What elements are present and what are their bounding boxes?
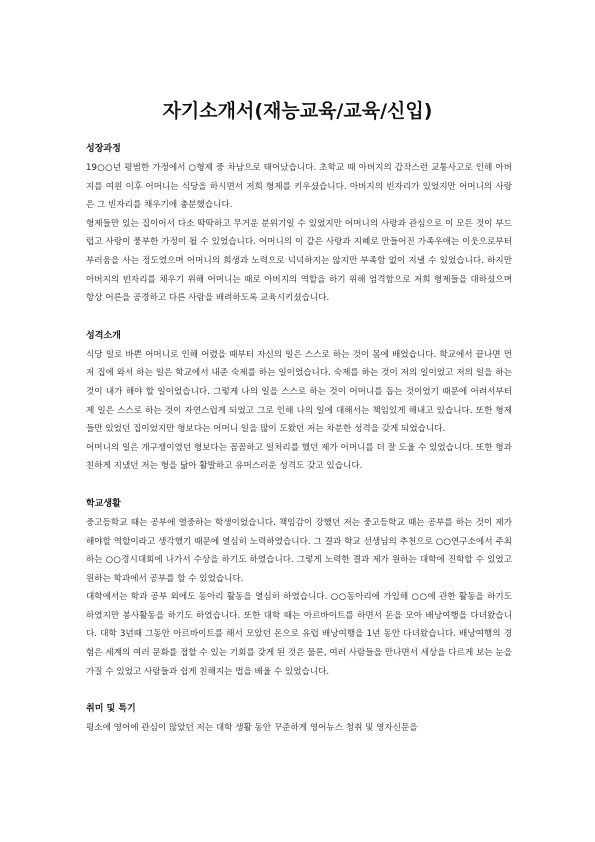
- paragraph: 형제들만 있는 집이어서 다소 딱딱하고 무거운 분위기일 수 있었지만 어머니의 사랑과 관심으로 이 모든 것이 부드럽고 사랑이 풍부한 가정이 될 수 있었습니다. 어머니의 이 같은 사랑과 지혜로 만들어진 가족우애는 이웃으로부터 부러움을 사는 정도였으며 어머니의 희생과 노력으로 넉넉하지는 않지만 부족함 없이 지낼 수 있었습니다. 하지만 아버지의 빈자리를 채우기 위해 어머니는 때로 아버지의 역할을 하기 위해 엄격함으로 저희 형제들을 대하셨으며 항상 어른을 공경하고 다른 사람을 배려하도록 교육시키셨습니다.: [86, 218, 512, 304]
- section-heading: 취미 및 특기: [86, 704, 136, 715]
- paragraph: 중고등학교 때는 공부에 열중하는 학생이었습니다. 책임감이 강했던 저는 중고등학교 때는 공부를 하는 것이 제가 해야할 역할이라고 생각했기 때문에 열심히 노력하였습니다. 그 결과 학교 선생님의 추천으로 ○○연구소에서 주최하는 ○○경시대회에 나가서 수상을 하기도 하였습니다. 그렇게 노력한 결과 제가 원하는 대학에 진학할 수 있었고 원하는 학과에서 공부를 할 수 있었습니다.: [86, 517, 512, 584]
- paragraph: 평소에 영어에 관심이 많았던 저는 대학 생활 동안 꾸준하게 영어뉴스 청취 및 영자신문을: [86, 723, 418, 734]
- paragraph: 어머니의 일은 개구쟁이였던 형보다는 꼼꼼하고 일처리를 했던 제가 어머니를 더 잘 도울 수 있었습니다. 또한 형과 친하게 지냈던 저는 형을 닮아 활발하고 유머스러운 성격도 갖고 있습니다.: [86, 442, 512, 472]
- document-body: [86, 140, 512, 757]
- paragraph: 대학에서는 학과 공부 외에도 동아리 활동을 열심히 하였습니다. ○○동아리에 가입해 ○○에 관한 활동을 하기도 하였지만 봉사활동을 하기도 하였습니다. 또한 대학 때는 아르바이트를 하면서 돈을 모아 배낭여행을 다녀왔습니다. 대학 3년때 그동안 아르바이트를 해서 모았던 돈으로 유럽 배낭여행을 1년 동안 다녀왔습니다. 배낭여행의 경험은 세계의 여러 문화를 접할 수 있는 기회를 갖게 된 것은 물론, 여러 사람들을 만나면서 세상을 다르게 보는 눈을 가질 수 있었고 사람들과 쉽게 친해지는 법을 배울 수 있었습니다.: [86, 592, 512, 677]
- section-heading: 성격소개: [86, 330, 121, 341]
- section-school-life: [86, 495, 512, 681]
- paragraph: 19○○년 평범한 가정에서 ○형제 중 차남으로 태어났습니다. 초학교 때 아버지의 갑작스런 교통사고로 인해 아버지를 여읜 이후 어머니는 식당을 하시면서 저희 형제를 키우셨습니다. 아버지의 빈자리가 있었지만 어머니의 사랑은 그 빈자리를 채우기에 충분했습니다.: [86, 163, 512, 211]
- section-heading: 학교생활: [86, 498, 121, 509]
- section-heading: 성장과정: [86, 144, 121, 154]
- section-personality: [86, 327, 512, 476]
- section-growth: [86, 140, 512, 308]
- document-title: 자기소개서(재능교육/교육/신입): [162, 100, 433, 122]
- paragraph: 식당 일로 바쁜 어머니로 인해 어렸을 때부터 자신의 일은 스스로 하는 것이 몸에 배었습니다. 학교에서 끝나면 먼저 집에 와서 하는 일은 학교에서 내준 숙제를 하는 일이었습니다. 숙제를 하는 것이 저의 일이었고 저의 일을 하는 것이 내가 해야 할 일이었습니다. 그렇게 나의 일을 스스로 하는 것이 어머니를 돕는 것이었기 때문에 어려서부터 제 일은 스스로 하는 것이 자연스럽게 되었고 그로 인해 나의 일에 대해서는 책임있게 해내고 있습니다. 또한 형제들만 있었던 집이었지만 형보다는 어머니 일을 많이 도왔던 저는 차분한 성격을 갖게 되었습니다.: [86, 349, 512, 435]
- section-hobbies: [86, 700, 512, 738]
